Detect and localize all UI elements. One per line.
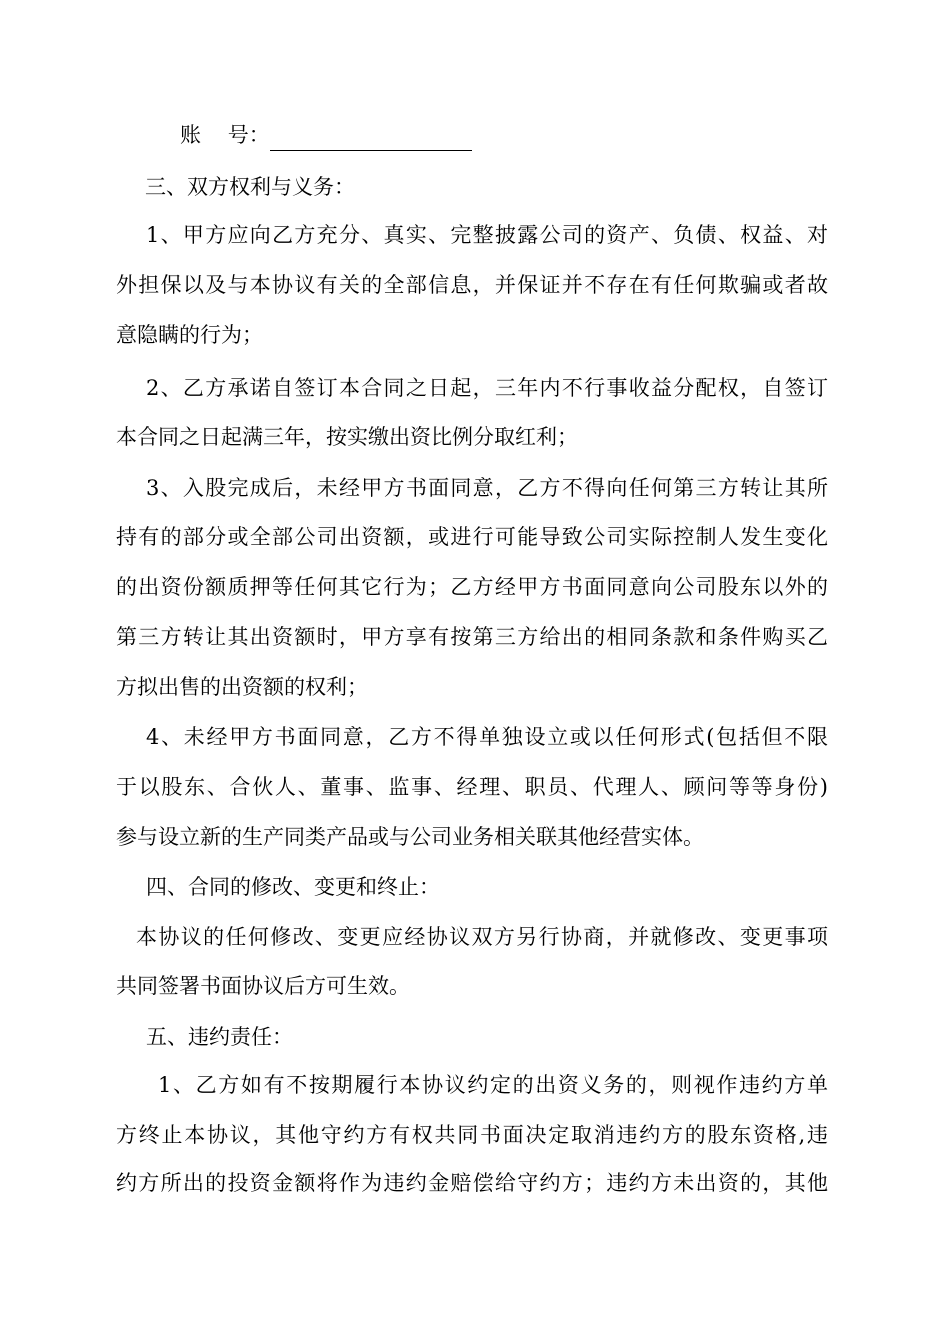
section3-item3-line4: 第三方转让其出资额时，甲方享有按第三方给出的相同条款和条件购买乙 (116, 625, 828, 649)
section4-heading: 四、合同的修改、变更和终止： (146, 875, 440, 899)
account-blank-line (270, 150, 472, 151)
section5-item1-line2: 方终止本协议，其他守约方有权共同书面决定取消违约方的股东资格,违 (116, 1123, 828, 1147)
section3-item2-line2: 本合同之日起满三年，按实缴出资比例分取红利； (116, 425, 578, 449)
section3-item2-line1: 2、乙方承诺自签订本合同之日起，三年内不行事收益分配权，自签订 (146, 376, 828, 400)
section3-item3-line3: 的出资份额质押等任何其它行为；乙方经甲方书面同意向公司股东以外的 (116, 575, 828, 599)
section3-item1-line1: 1、甲方应向乙方充分、真实、完整披露公司的资产、负债、权益、对 (146, 223, 828, 247)
section3-item1-line2: 外担保以及与本协议有关的全部信息，并保证并不存在有任何欺骗或者故 (116, 273, 828, 297)
section5-item1-line1: 1、乙方如有不按期履行本协议约定的出资义务的，则视作违约方单 (158, 1073, 828, 1097)
section3-item4-line3: 参与设立新的生产同类产品或与公司业务相关联其他经营实体。 (116, 825, 704, 849)
section3-item3-line2: 持有的部分或全部公司出资额，或进行可能导致公司实际控制人发生变化 (116, 525, 828, 549)
section3-item4-line1: 4、未经甲方书面同意，乙方不得单独设立或以任何形式(包括但不限 (146, 725, 828, 749)
account-label: 账 号： (180, 123, 270, 147)
section4-body-line1: 本协议的任何修改、变更应经协议双方另行协商，并就修改、变更事项 (136, 925, 828, 949)
section3-item4-line2: 于以股东、合伙人、董事、监事、经理、职员、代理人、顾问等等身份) (116, 775, 828, 799)
section3-item3-line1: 3、入股完成后，未经甲方书面同意，乙方不得向任何第三方转让其所 (146, 476, 828, 500)
section5-heading: 五、违约责任： (146, 1025, 293, 1049)
section3-item3-line5: 方拟出售的出资额的权利； (116, 675, 368, 699)
section3-item1-line3: 意隐瞒的行为； (116, 323, 263, 347)
section4-body-line2: 共同签署书面协议后方可生效。 (116, 974, 410, 998)
section3-heading: 三、双方权利与义务： (145, 175, 355, 199)
section5-item1-line3: 约方所出的投资金额将作为违约金赔偿给守约方；违约方未出资的，其他 (116, 1171, 828, 1195)
